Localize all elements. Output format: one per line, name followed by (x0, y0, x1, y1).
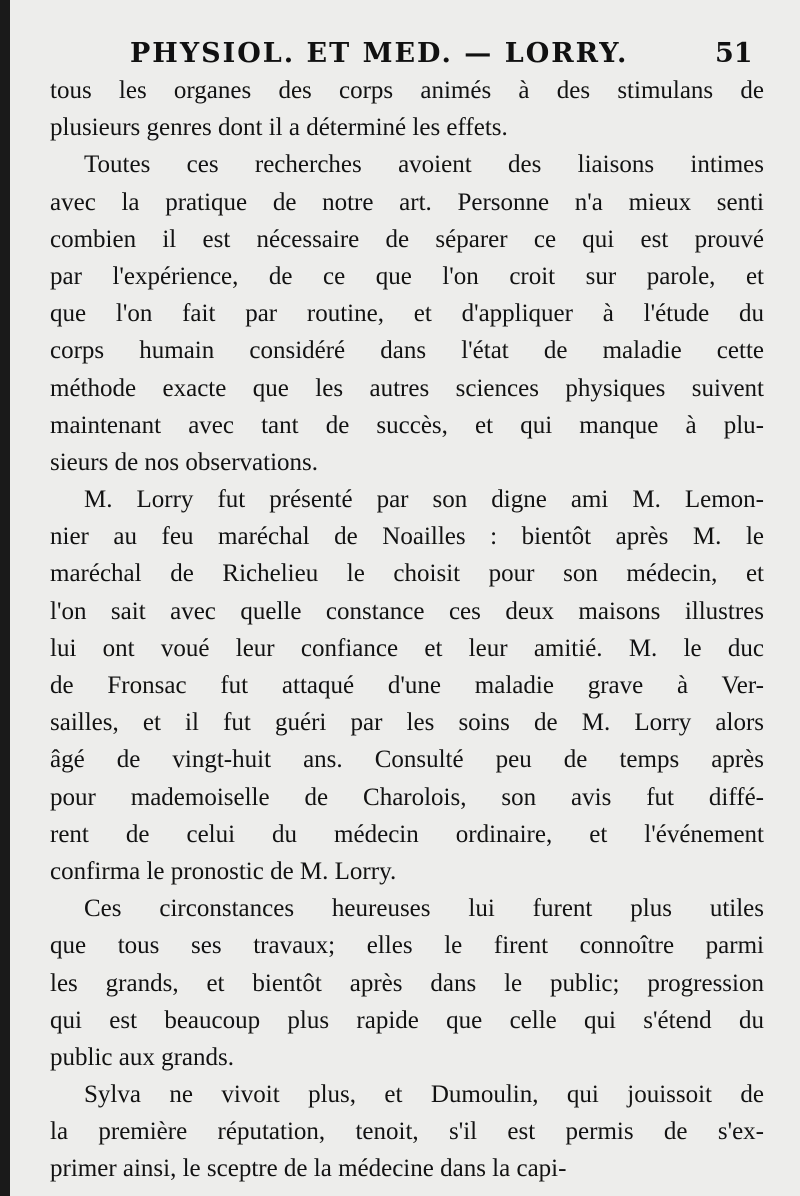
text-line: primer ainsi, le sceptre de la médecine dans la capi- (50, 1155, 567, 1183)
paragraph (50, 481, 764, 890)
text-line: plusieurs genres dont il a déterminé les effets. (50, 114, 508, 142)
text-line: corps humain considéré dans l'état de maladie cette (50, 337, 764, 365)
text-line: de Fronsac fut attaqué d'une maladie grave à Ver- (50, 672, 764, 699)
text-line: les grands, et bientôt après dans le public; progression (50, 969, 764, 997)
body-text (50, 72, 764, 1188)
paragraph (50, 890, 764, 1076)
text-line: combien il est nécessaire de séparer ce qui est prouvé (50, 225, 764, 253)
text-line: sieurs de nos observations. (50, 448, 319, 476)
text-line: maréchal de Richelieu le choisit pour son médecin, et (50, 560, 764, 588)
text-line: public aux grands. (50, 1043, 234, 1071)
text-line: Sylva ne vivoit plus, et Dumoulin, qui jouissoit de (84, 1081, 764, 1109)
text-line: nier au feu maréchal de Noailles : bientôt après M. le (50, 523, 764, 551)
text-line: que l'on fait par routine, et d'appliquer à l'étude du (50, 300, 764, 328)
text-line: pour mademoiselle de Charolois, son avis fut diffé- (50, 783, 764, 811)
text-line: l'on sait avec quelle constance ces deux maisons illustres (50, 597, 764, 625)
text-line: qui est beaucoup plus rapide que celle qui s'étend du (50, 1006, 764, 1034)
book-page (10, 0, 800, 1196)
text-line: que tous ses travaux; elles le firent connoître parmi (50, 932, 764, 960)
text-line: sailles, et il fut guéri par les soins de M. Lorry alors (50, 709, 764, 737)
text-line: avec la pratique de notre art. Personne n'a mieux senti (50, 188, 764, 216)
text-line: M. Lorry fut présenté par son digne ami M. Lemon- (84, 486, 764, 514)
paragraph (50, 1076, 764, 1188)
page-number: 51 (715, 38, 753, 69)
text-line: méthode exacte que les autres sciences physiques suivent (50, 374, 764, 402)
text-line: lui ont voué leur confiance et leur amitié. M. le duc (50, 634, 764, 662)
running-head: PHYSIOL. ET MED. — LORRY. (130, 38, 629, 69)
text-line: par l'expérience, de ce que l'on croit sur parole, et (50, 262, 764, 290)
text-line: maintenant avec tant de succès, et qui manque à plu- (50, 411, 764, 439)
text-line: âgé de vingt-huit ans. Consulté peu de temps après (50, 746, 764, 774)
text-line: Toutes ces recherches avoient des liaisons intimes (84, 151, 764, 179)
paragraph (50, 72, 764, 146)
text-line: la première réputation, tenoit, s'il est permis de s'ex- (50, 1118, 764, 1146)
text-line: Ces circonstances heureuses lui furent plus utiles (84, 895, 764, 923)
text-line: confirma le pronostic de M. Lorry. (50, 857, 397, 885)
paragraph (50, 146, 764, 481)
text-line: rent de celui du médecin ordinaire, et l'événement (50, 820, 764, 848)
text-line: tous les organes des corps animés à des stimulans de (50, 77, 764, 104)
